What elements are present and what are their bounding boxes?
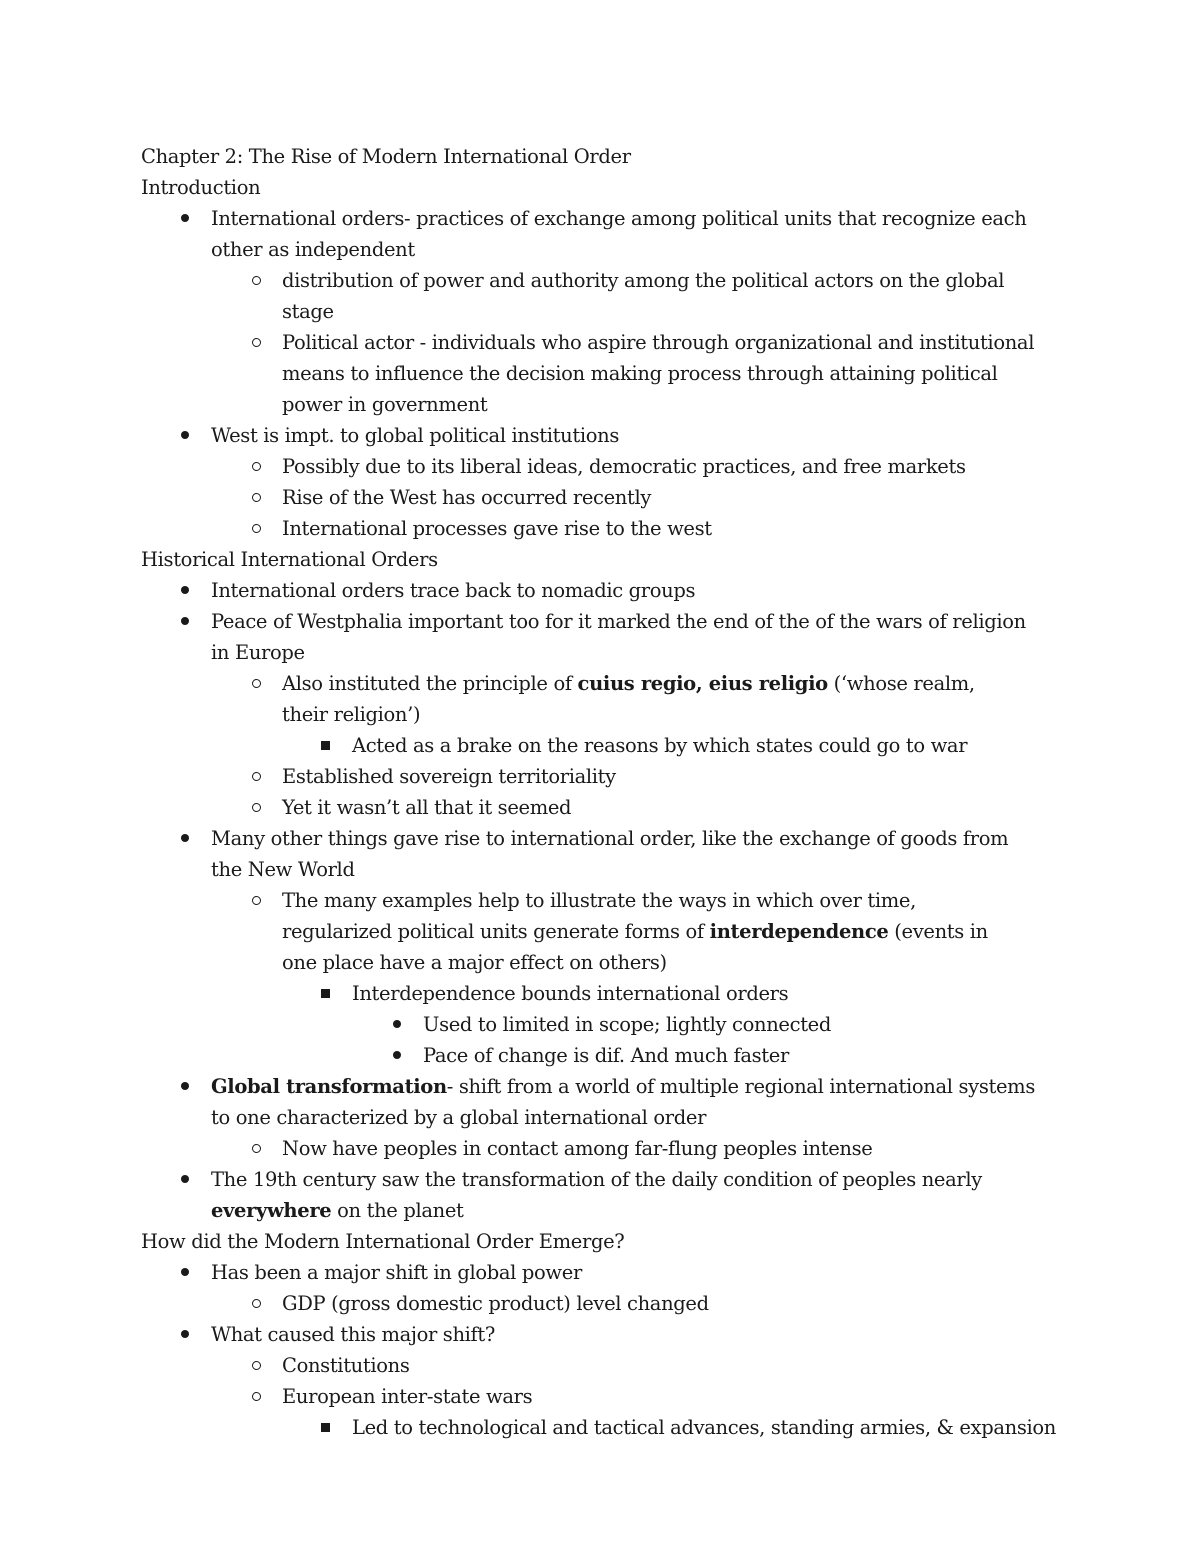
bullet-circle-icon xyxy=(246,761,266,792)
bullet-square-icon xyxy=(315,978,335,1009)
bullet-item: Political actor - individuals who aspire through organizational and institutional means to influence the decision making process through attaining political power in government xyxy=(141,327,1061,420)
bullet-circle-icon xyxy=(246,792,266,823)
bullet-item: Many other things gave rise to international order, like the exchange of goods from the New World xyxy=(141,823,1061,885)
bullet-dot-icon xyxy=(387,1009,407,1040)
bullet-circle-icon xyxy=(246,451,266,482)
bullet-item: The many examples help to illustrate the ways in which over time, regularized political units generate forms of interdependence (events in one place have a major effect on others) xyxy=(141,885,1061,978)
document-page xyxy=(141,141,1061,1443)
bullet-item: Acted as a brake on the reasons by which states could go to war xyxy=(141,730,1061,761)
bullet-item: International orders- practices of exchange among political units that recognize each other as independent xyxy=(141,203,1061,265)
bullet-item: Interdependence bounds international orders xyxy=(141,978,1061,1009)
bullet-item: West is impt. to global political institutions xyxy=(141,420,1061,451)
bullet-circle-icon xyxy=(246,1288,266,1319)
bullet-dot-icon xyxy=(175,1071,195,1102)
bullet-item: Now have peoples in contact among far-flung peoples intense xyxy=(141,1133,1061,1164)
bullet-dot-icon xyxy=(175,1319,195,1350)
bullet-item: Also instituted the principle of cuius regio, eius religio (‘whose realm, their religion’) xyxy=(141,668,1061,730)
bullet-square-icon xyxy=(315,1412,335,1443)
bullet-circle-icon xyxy=(246,1350,266,1381)
bullet-circle-icon xyxy=(246,885,266,916)
bullet-item: The 19th century saw the transformation of the daily condition of peoples nearly everywhere on the planet xyxy=(141,1164,1061,1226)
bullet-item: What caused this major shift? xyxy=(141,1319,1061,1350)
bullet-item: GDP (gross domestic product) level changed xyxy=(141,1288,1061,1319)
bullet-dot-icon xyxy=(387,1040,407,1071)
section-heading-introduction: Introduction xyxy=(141,176,261,199)
bullet-dot-icon xyxy=(175,1164,195,1195)
bullet-item: Rise of the West has occurred recently xyxy=(141,482,1061,513)
bullet-item: European inter-state wars xyxy=(141,1381,1061,1412)
document-title: Chapter 2: The Rise of Modern International Order xyxy=(141,145,631,168)
bullet-item: Constitutions xyxy=(141,1350,1061,1381)
bullet-circle-icon xyxy=(246,1381,266,1412)
bullet-circle-icon xyxy=(246,1133,266,1164)
bullet-item: Used to limited in scope; lightly connected xyxy=(141,1009,1061,1040)
bullet-dot-icon xyxy=(175,203,195,234)
bullet-circle-icon xyxy=(246,482,266,513)
section-heading-emergence: How did the Modern International Order Emerge? xyxy=(141,1230,625,1253)
bullet-item: International processes gave rise to the west xyxy=(141,513,1061,544)
bullet-dot-icon xyxy=(175,575,195,606)
bold-term: everywhere xyxy=(211,1199,332,1222)
bullet-item: Yet it wasn’t all that it seemed xyxy=(141,792,1061,823)
section-heading-historical: Historical International Orders xyxy=(141,548,438,571)
bullet-circle-icon xyxy=(246,668,266,699)
bullet-item: Possibly due to its liberal ideas, democratic practices, and free markets xyxy=(141,451,1061,482)
bold-term: interdependence xyxy=(709,920,889,943)
bullet-item: Peace of Westphalia important too for it marked the end of the of the wars of religion in Europe xyxy=(141,606,1061,668)
bullet-square-icon xyxy=(315,730,335,761)
bullet-item: Led to technological and tactical advances, standing armies, & expansion xyxy=(141,1412,1061,1443)
bold-term: cuius regio, eius religio xyxy=(577,672,828,695)
bullet-item: Established sovereign territoriality xyxy=(141,761,1061,792)
bullet-item: Global transformation- shift from a world of multiple regional international systems to one characterized by a global international order xyxy=(141,1071,1061,1133)
bullet-circle-icon xyxy=(246,513,266,544)
bullet-item: International orders trace back to nomadic groups xyxy=(141,575,1061,606)
bullet-circle-icon xyxy=(246,265,266,296)
bullet-item: Has been a major shift in global power xyxy=(141,1257,1061,1288)
bullet-dot-icon xyxy=(175,606,195,637)
bullet-dot-icon xyxy=(175,420,195,451)
bullet-item: distribution of power and authority among the political actors on the global stage xyxy=(141,265,1061,327)
bullet-dot-icon xyxy=(175,823,195,854)
bullet-dot-icon xyxy=(175,1257,195,1288)
bullet-circle-icon xyxy=(246,327,266,358)
bullet-item: Pace of change is dif. And much faster xyxy=(141,1040,1061,1071)
bold-term: Global transformation xyxy=(211,1075,447,1098)
